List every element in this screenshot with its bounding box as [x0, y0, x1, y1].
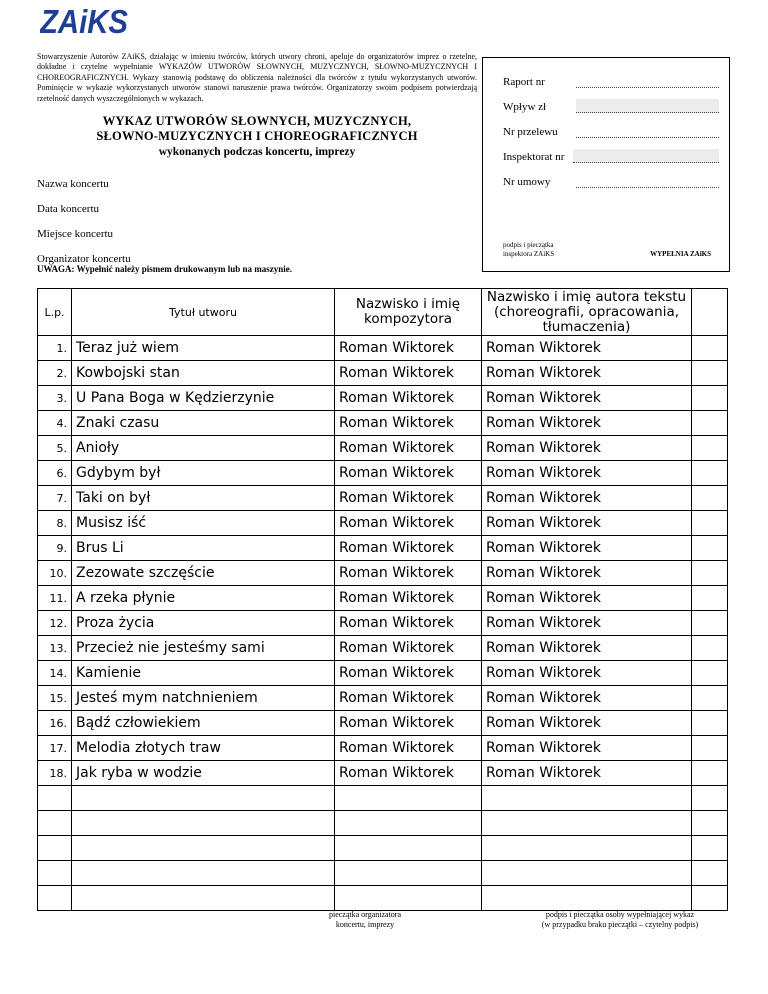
composer-name[interactable]: Roman Wiktorek	[335, 511, 482, 536]
inspector-signature-line-2: inspektora ZAiKS	[503, 250, 555, 258]
row-number[interactable]	[38, 786, 72, 811]
author-name[interactable]: Roman Wiktorek	[482, 436, 692, 461]
composer-name[interactable]	[335, 836, 482, 861]
extra-cell	[692, 386, 728, 411]
composer-name[interactable]: Roman Wiktorek	[335, 761, 482, 786]
row-number[interactable]: 2.	[38, 361, 72, 386]
composer-name[interactable]	[335, 886, 482, 911]
extra-cell	[692, 586, 728, 611]
author-name[interactable]: Roman Wiktorek	[482, 636, 692, 661]
organizer-label: Organizator koncertu	[37, 253, 131, 265]
extra-cell	[692, 511, 728, 536]
extra-cell	[692, 736, 728, 761]
organizer-stamp-caption	[290, 910, 440, 930]
song-title[interactable]: Brus Li	[72, 536, 335, 561]
extra-cell	[692, 361, 728, 386]
transfer-no-field[interactable]	[576, 124, 719, 138]
organizer-stamp-line-1: pieczątka organizatora	[328, 910, 402, 919]
row-number[interactable]	[38, 886, 72, 911]
table-row	[38, 786, 728, 811]
row-number[interactable]: 13.	[38, 636, 72, 661]
row-number[interactable]: 4.	[38, 411, 72, 436]
composer-name[interactable]: Roman Wiktorek	[335, 461, 482, 486]
extra-cell	[692, 686, 728, 711]
header-extra	[692, 289, 728, 336]
contract-no-label: Nr umowy	[503, 176, 551, 188]
row-number[interactable]	[38, 836, 72, 861]
row-number[interactable]: 8.	[38, 511, 72, 536]
filler-signature-caption	[510, 910, 730, 930]
author-name[interactable]: Roman Wiktorek	[482, 761, 692, 786]
extra-cell	[692, 611, 728, 636]
fill-warning: UWAGA: Wypełnić należy pismem drukowanym lub na maszynie.	[37, 264, 293, 274]
table-row	[38, 511, 728, 536]
extra-cell	[692, 536, 728, 561]
zaiks-office-box	[482, 57, 730, 272]
row-number[interactable]: 17.	[38, 736, 72, 761]
author-name[interactable]	[482, 886, 692, 911]
composer-name[interactable]	[335, 811, 482, 836]
extra-cell	[692, 861, 728, 886]
song-title[interactable]: Taki on był	[72, 486, 335, 511]
composer-name[interactable]: Roman Wiktorek	[335, 361, 482, 386]
table-row	[38, 861, 728, 886]
row-number[interactable]	[38, 811, 72, 836]
header-title: Tytuł utworu	[72, 289, 335, 336]
report-no-field[interactable]	[576, 74, 719, 88]
title-line-1: WYKAZ UTWORÓW SŁOWNYCH, MUZYCZNYCH,	[102, 114, 412, 128]
table-row	[38, 386, 728, 411]
song-title[interactable]: Proza życia	[72, 611, 335, 636]
author-name[interactable]: Roman Wiktorek	[482, 511, 692, 536]
table-row	[38, 836, 728, 861]
composer-name[interactable]: Roman Wiktorek	[335, 436, 482, 461]
contract-no-field[interactable]	[576, 174, 719, 188]
inspectorate-field[interactable]	[573, 149, 719, 163]
song-title[interactable]: Jesteś mym natchnieniem	[72, 686, 335, 711]
author-name[interactable]: Roman Wiktorek	[482, 661, 692, 686]
song-title[interactable]: Melodia złotych traw	[72, 736, 335, 761]
table-row	[38, 411, 728, 436]
row-number[interactable]: 10.	[38, 561, 72, 586]
row-number[interactable]: 3.	[38, 386, 72, 411]
table-row	[38, 336, 728, 361]
song-title[interactable]: Zezowate szczęście	[72, 561, 335, 586]
table-header-row	[38, 289, 728, 336]
extra-cell	[692, 761, 728, 786]
header-author: Nazwisko i imię autora tekstu (choreografii, opracowania, tłumaczenia)	[482, 289, 692, 336]
song-title[interactable]	[72, 836, 335, 861]
inspector-signature-caption	[503, 241, 554, 259]
organizer-stamp-line-2: koncertu, imprezy	[335, 920, 395, 929]
composer-name[interactable]: Roman Wiktorek	[335, 386, 482, 411]
table-row	[38, 536, 728, 561]
song-title[interactable]: Bądź człowiekiem	[72, 711, 335, 736]
author-name[interactable]: Roman Wiktorek	[482, 611, 692, 636]
table-row	[38, 436, 728, 461]
author-name[interactable]: Roman Wiktorek	[482, 561, 692, 586]
row-number[interactable]: 5.	[38, 436, 72, 461]
composer-name[interactable]: Roman Wiktorek	[335, 661, 482, 686]
income-label: Wpływ zł	[503, 101, 547, 113]
table-row	[38, 811, 728, 836]
composer-name[interactable]: Roman Wiktorek	[335, 536, 482, 561]
table-row	[38, 461, 728, 486]
row-number[interactable]	[38, 861, 72, 886]
author-name[interactable]: Roman Wiktorek	[482, 736, 692, 761]
composer-name[interactable]: Roman Wiktorek	[335, 711, 482, 736]
songs-table	[37, 288, 728, 911]
zaiks-logo	[40, 4, 132, 43]
song-title[interactable]: Kowbojski stan	[72, 361, 335, 386]
table-row	[38, 361, 728, 386]
author-name[interactable]: Roman Wiktorek	[482, 411, 692, 436]
composer-name[interactable]: Roman Wiktorek	[335, 686, 482, 711]
author-name[interactable]	[482, 861, 692, 886]
extra-cell	[692, 436, 728, 461]
extra-cell	[692, 811, 728, 836]
song-title[interactable]	[72, 811, 335, 836]
table-row	[38, 486, 728, 511]
composer-name[interactable]: Roman Wiktorek	[335, 486, 482, 511]
concert-place-label: Miejsce koncertu	[37, 228, 114, 240]
extra-cell	[692, 486, 728, 511]
composer-name[interactable]: Roman Wiktorek	[335, 586, 482, 611]
song-title[interactable]: Anioły	[72, 436, 335, 461]
row-number[interactable]: 6.	[38, 461, 72, 486]
song-title[interactable]	[72, 786, 335, 811]
row-number[interactable]: 15.	[38, 686, 72, 711]
author-name[interactable]: Roman Wiktorek	[482, 586, 692, 611]
filler-signature-line-1: podpis i pieczątka osoby wypełniającej wykaz	[545, 910, 695, 919]
table-row	[38, 711, 728, 736]
row-number[interactable]: 18.	[38, 761, 72, 786]
author-name[interactable]	[482, 786, 692, 811]
extra-cell	[692, 336, 728, 361]
row-number[interactable]: 11.	[38, 586, 72, 611]
author-name[interactable]: Roman Wiktorek	[482, 386, 692, 411]
song-title[interactable]	[72, 886, 335, 911]
transfer-no-label: Nr przelewu	[503, 126, 558, 138]
extra-cell	[692, 561, 728, 586]
header-lp: L.p.	[38, 289, 72, 336]
song-title[interactable]: A rzeka płynie	[72, 586, 335, 611]
table-row	[38, 611, 728, 636]
composer-name[interactable]	[335, 861, 482, 886]
author-name[interactable]	[482, 811, 692, 836]
composer-name[interactable]: Roman Wiktorek	[335, 611, 482, 636]
row-number[interactable]: 7.	[38, 486, 72, 511]
song-title[interactable]: Teraz już wiem	[72, 336, 335, 361]
composer-name[interactable]: Roman Wiktorek	[335, 336, 482, 361]
filler-signature-line-2: (w przypadku braku pieczątki – czytelny podpis)	[541, 920, 699, 929]
row-number[interactable]: 16.	[38, 711, 72, 736]
table-row	[38, 561, 728, 586]
author-name[interactable]: Roman Wiktorek	[482, 536, 692, 561]
song-title[interactable]: Gdybym był	[72, 461, 335, 486]
song-title[interactable]: Przecież nie jesteśmy sami	[72, 636, 335, 661]
row-number[interactable]: 9.	[38, 536, 72, 561]
table-body	[38, 336, 728, 911]
author-name[interactable]: Roman Wiktorek	[482, 461, 692, 486]
song-title[interactable]: U Pana Boga w Kędzierzynie	[72, 386, 335, 411]
row-number[interactable]: 14.	[38, 661, 72, 686]
author-name[interactable]: Roman Wiktorek	[482, 686, 692, 711]
income-field[interactable]	[576, 99, 719, 113]
concert-date-label: Data koncertu	[37, 203, 99, 215]
zaiks-fill-label: WYPEŁNIA ZAiKS	[650, 250, 711, 258]
extra-cell	[692, 461, 728, 486]
song-title[interactable]	[72, 861, 335, 886]
song-title[interactable]: Znaki czasu	[72, 411, 335, 436]
extra-cell	[692, 661, 728, 686]
zaiks-logo-text: ZAiKS	[40, 4, 128, 38]
author-name[interactable]: Roman Wiktorek	[482, 361, 692, 386]
row-number[interactable]: 1.	[38, 336, 72, 361]
extra-cell	[692, 836, 728, 861]
composer-name[interactable]: Roman Wiktorek	[335, 736, 482, 761]
concert-name-label: Nazwa koncertu	[37, 178, 109, 190]
title-line-2: SŁOWNO-MUZYCZNYCH I CHOREOGRAFICZNYCH	[96, 129, 418, 143]
extra-cell	[692, 786, 728, 811]
row-number[interactable]: 12.	[38, 611, 72, 636]
extra-cell	[692, 636, 728, 661]
song-title[interactable]: Musisz iść	[72, 511, 335, 536]
title-line-3: wykonanych podczas koncertu, imprezy	[158, 146, 356, 158]
table-row	[38, 636, 728, 661]
table-row	[38, 886, 728, 911]
author-name[interactable]: Roman Wiktorek	[482, 336, 692, 361]
song-title[interactable]: Jak ryba w wodzie	[72, 761, 335, 786]
table-row	[38, 736, 728, 761]
table-row	[38, 586, 728, 611]
report-no-label: Raport nr	[503, 76, 545, 88]
author-name[interactable]: Roman Wiktorek	[482, 486, 692, 511]
form-title	[37, 114, 477, 159]
author-name[interactable]	[482, 836, 692, 861]
zaiks-logo-graphic	[40, 4, 132, 38]
table-row	[38, 661, 728, 686]
song-title[interactable]: Kamienie	[72, 661, 335, 686]
extra-cell	[692, 886, 728, 911]
header-composer: Nazwisko i imię kompozytora	[335, 289, 482, 336]
extra-cell	[692, 711, 728, 736]
extra-cell	[692, 411, 728, 436]
inspectorate-label: Inspektorat nr	[503, 151, 565, 163]
composer-name[interactable]: Roman Wiktorek	[335, 411, 482, 436]
composer-name[interactable]	[335, 786, 482, 811]
intro-paragraph: Stowarzyszenie Autorów ZAiKS, działając w imieniu twórców, których utwory chroni, apeluje do organizatorów imprez o rzetelne, dokładne i czytelne wypełnianie WYKAZÓW UTWORÓW SŁOWNYCH, MUZYCZNYCH, SŁOWNO-MUZYCZNYCH I CHOREOGRAFICZNYCH. Wykazy stanowią podstawę do obliczenia należności dla twórców z tytułu wykorzystanych utworów. Pominięcie w wykazie wykorzystanych utworów stanowi naruszenie prawa twórców. Organizatorzy swoim podpisem potwierdzają rzetelność danych wyszczególnionych w wykazach.	[37, 52, 477, 103]
composer-name[interactable]: Roman Wiktorek	[335, 561, 482, 586]
table-row	[38, 686, 728, 711]
table-row	[38, 761, 728, 786]
author-name[interactable]: Roman Wiktorek	[482, 711, 692, 736]
composer-name[interactable]: Roman Wiktorek	[335, 636, 482, 661]
inspector-signature-line-1: podpis i pieczątka	[503, 241, 554, 249]
